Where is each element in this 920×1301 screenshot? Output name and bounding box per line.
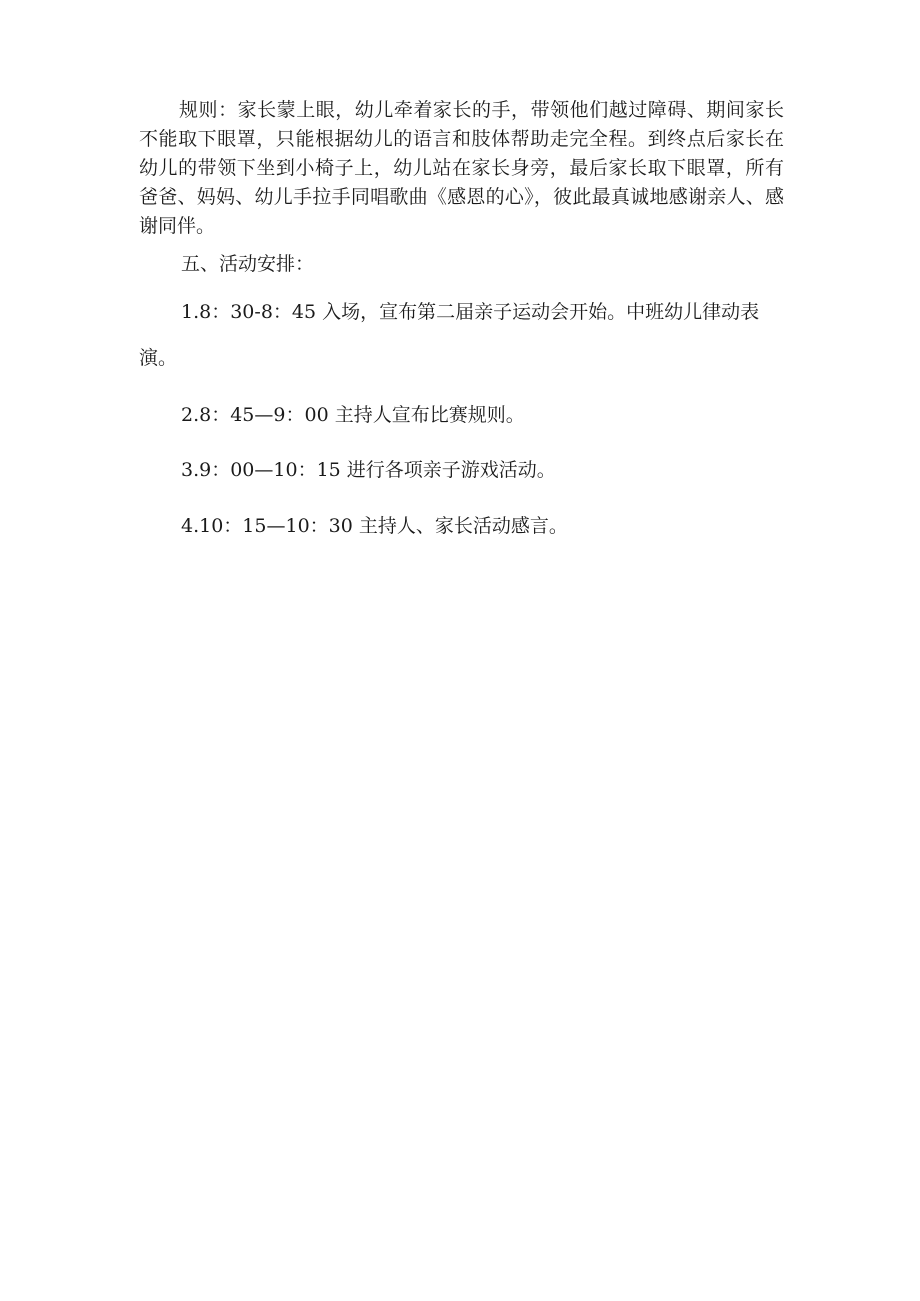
section-heading: 五、活动安排： bbox=[181, 253, 315, 275]
rules-paragraph: 规则：家长蒙上眼，幼儿牵着家长的手，带领他们越过障碍、期间家长不能取下眼罩，只能根据幼儿的语言和肢体帮助走完全程。到终点后家长在幼儿的带领下坐到小椅子上，幼儿站在家长身旁，最后家长取下眼罩，所有爸爸、妈妈、幼儿手拉手同唱歌曲《感恩的心》，彼此最真诚地感谢亲人、感谢同伴。 bbox=[139, 99, 784, 237]
schedule-item-1: 1.8：30-8：45 入场，宣布第二届亲子运动会开始。中班幼儿律动表 bbox=[181, 301, 760, 323]
schedule-item-3: 3.9：00—10：15 进行各项亲子游戏活动。 bbox=[181, 459, 556, 481]
schedule-item-1-continuation: 演。 bbox=[139, 347, 178, 369]
schedule-item-2: 2.8：45—9：00 主持人宣布比赛规则。 bbox=[181, 404, 525, 426]
schedule-item-4: 4.10：15—10：30 主持人、家长活动感言。 bbox=[181, 515, 568, 537]
